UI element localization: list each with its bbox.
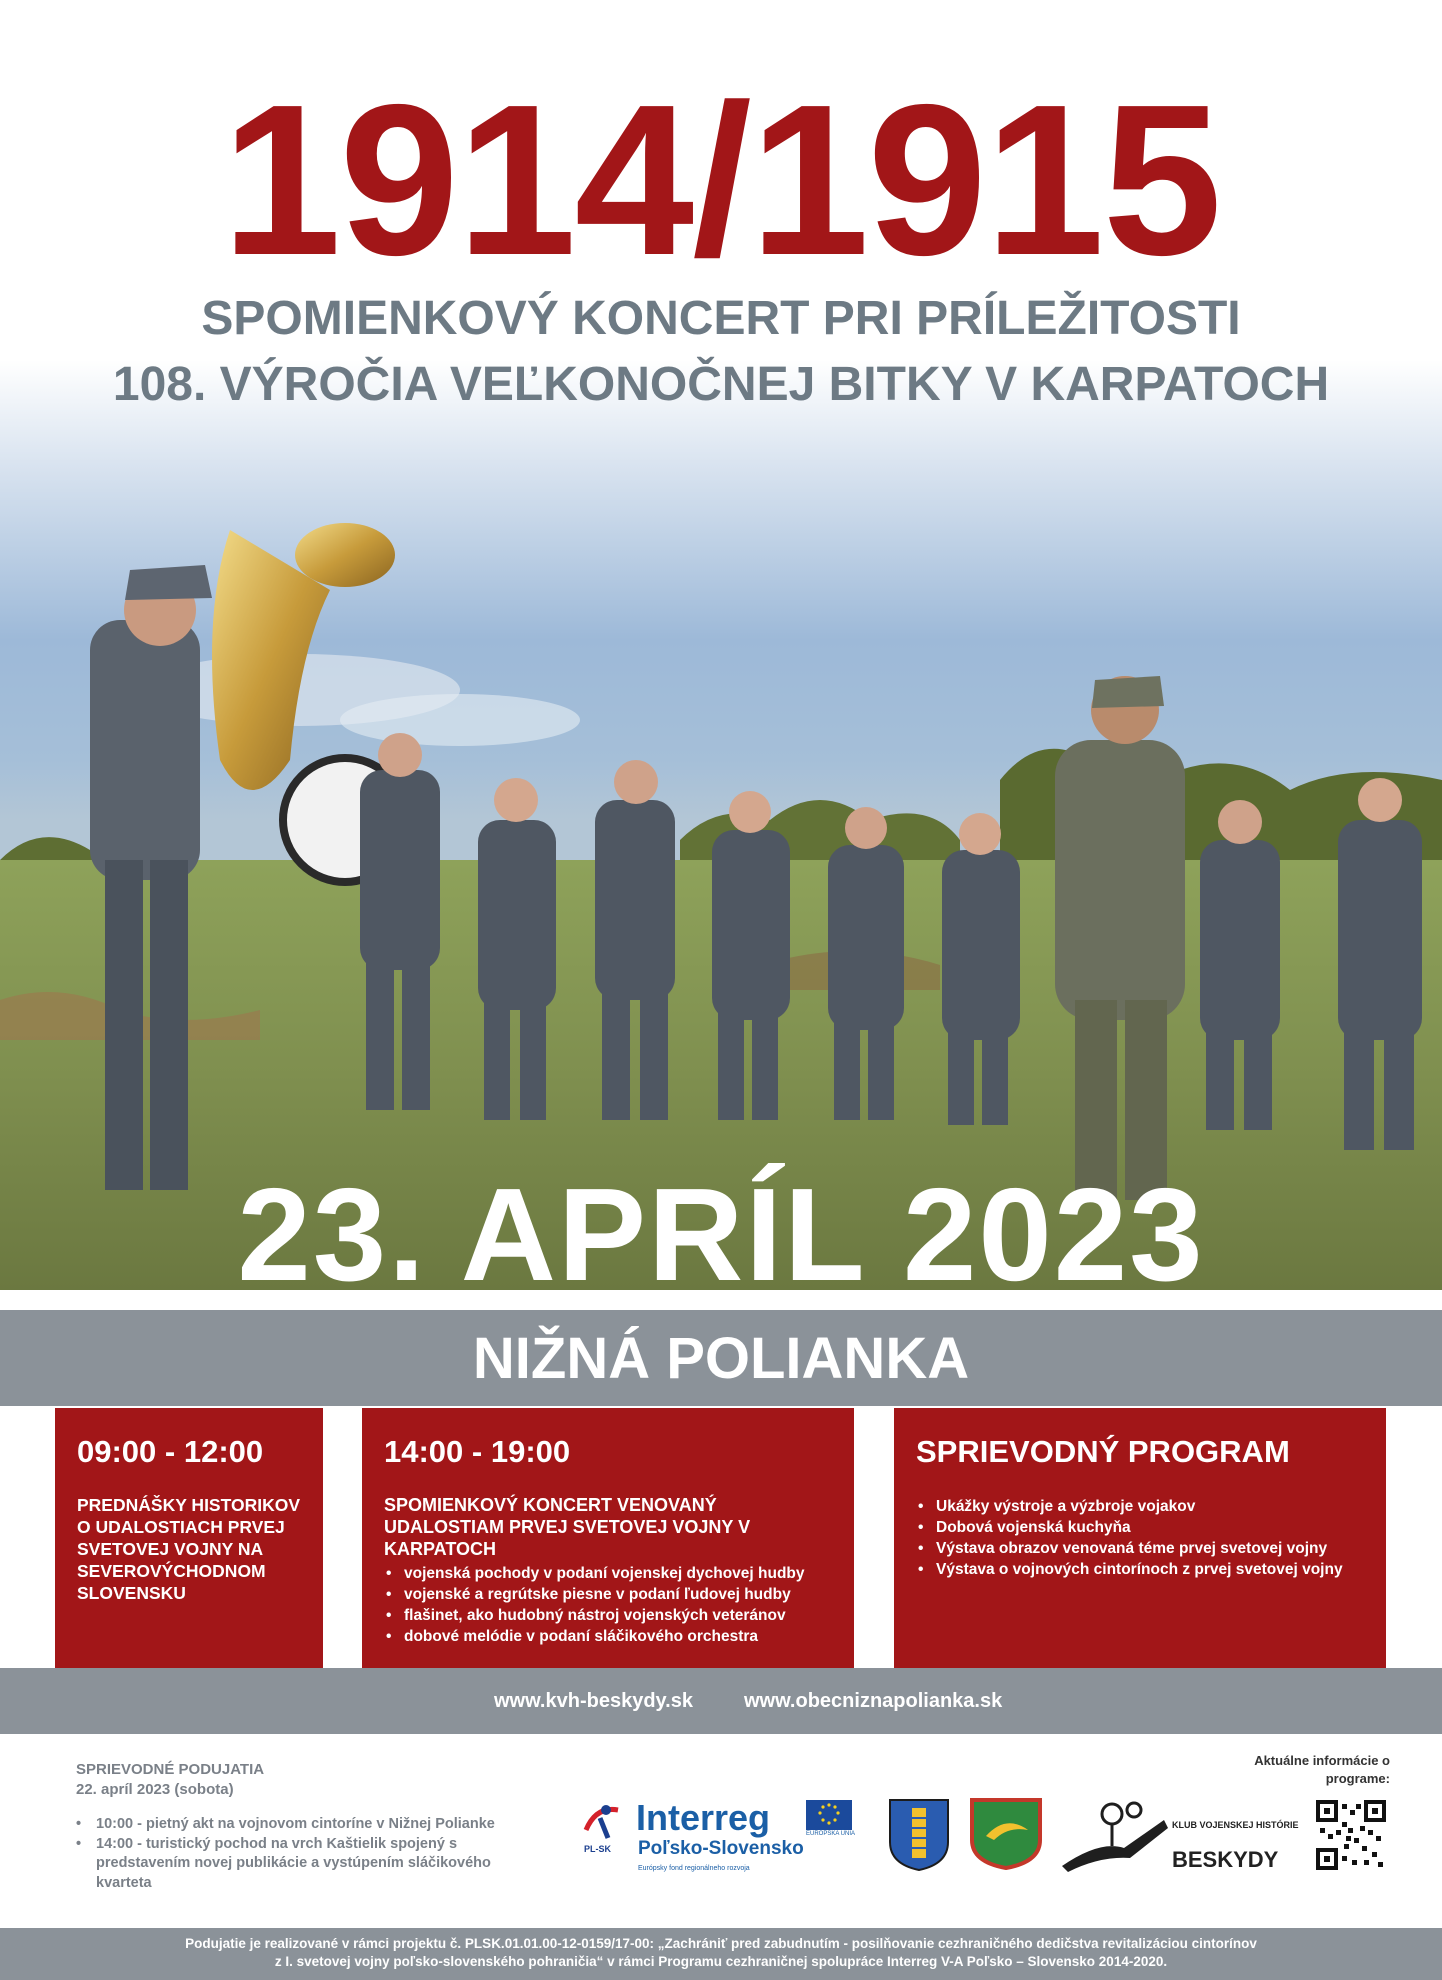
beskydy-club-logo-icon <box>1060 1800 1170 1872</box>
accompanying-items <box>916 1496 1366 1580</box>
program-box-morning <box>55 1408 323 1668</box>
link-obec-nizna-polianka[interactable]: www.obecniznapolianka.sk <box>744 1690 1003 1712</box>
footer-line-1: Podujatie je realizované v rámci projektu č. PLSK.01.01.00-12-0159/17-00: „Zachrániť pred zabudnutím - posilňovanie cezhraničného dedičstva revitalizáciou cintorínov <box>185 1936 1257 1951</box>
nizna-polianka-crest-icon <box>888 1798 950 1872</box>
side-events-title: SPRIEVODNÉ PODUJATIA <box>76 1761 265 1778</box>
subtitle <box>0 286 1442 418</box>
link-kvh-beskydy[interactable]: www.kvh-beskydy.sk <box>494 1690 693 1712</box>
clouds <box>140 654 580 746</box>
subtitle-line-1: SPOMIENKOVÝ KONCERT PRI PRÍLEŽITOSTI <box>201 292 1241 345</box>
side-events-date: 22. apríl 2023 (sobota) <box>76 1781 234 1798</box>
list-item: • vojenská pochody v podaní vojenskej dychovej hudby <box>384 1563 844 1584</box>
polish-municipality-crest-icon <box>968 1796 1044 1870</box>
event-venue: NIŽNÁ POLIANKA <box>472 1326 970 1391</box>
list-item: • Dobová vojenská kuchyňa <box>916 1517 1366 1538</box>
links-band <box>0 1668 1442 1734</box>
program-box-concert <box>362 1408 854 1668</box>
list-item: • dobové melódie v podaní sláčikového orchestra <box>384 1626 844 1647</box>
beskydy-label: BESKYDY <box>1172 1847 1279 1872</box>
list-item: • Výstava o vojnových cintorínoch z prvej svetovej vojny <box>916 1559 1366 1580</box>
interreg-fund: Európsky fond regionálneho rozvoja <box>638 1865 750 1872</box>
qr-code-icon[interactable] <box>1316 1800 1386 1870</box>
plsk-logo-icon <box>580 1800 624 1844</box>
list-item: • Ukážky výstroje a výzbroje vojakov <box>916 1496 1366 1517</box>
concert-items <box>384 1563 844 1647</box>
year-title: 1914/1915 <box>221 59 1221 300</box>
program-description: SPOMIENKOVÝ KONCERT VENOVANÝ UDALOSTIAM PRVEJ SVETOVEJ VOJNY V KARPATOCH <box>384 1495 751 1559</box>
program-time: 09:00 - 12:00 <box>77 1434 264 1469</box>
program-box-accompanying <box>894 1408 1386 1668</box>
list-item: • flašinet, ako hudobný nástroj vojenských veteránov <box>384 1605 844 1626</box>
eu-label: EURÓPSKA ÚNIA <box>806 1831 856 1837</box>
subtitle-line-2: 108. VÝROČIA VEĽKONOČNEJ BITKY V KARPATOCH <box>112 358 1330 411</box>
program-description: PREDNÁŠKY HISTORIKOV O UDALOSTIACH PRVEJ SVETOVEJ VOJNY NA SEVEROVÝCHODNOM SLOVENSKU <box>77 1495 301 1603</box>
program-title: SPRIEVODNÝ PROGRAM <box>916 1434 1290 1469</box>
interreg-program: Poľsko-Slovensko <box>638 1838 804 1859</box>
list-item: • 10:00 - pietný akt na vojnovom cintoríne v Nižnej Polianke <box>76 1815 496 1835</box>
list-item: • 14:00 - turistický pochod na vrch Kaštielik spojený s predstavením novej publikácie a vystúpením sláčikového kvarteta <box>76 1835 496 1894</box>
plsk-label: PL-SK <box>584 1844 611 1854</box>
klub-label: KLUB VOJENSKEJ HISTÓRIE <box>1172 1820 1299 1830</box>
footer-line-2: z I. svetovej vojny poľsko-slovenského pohraničia“ v rámci Programu cezhraničnej spolupráce Interreg V-A Poľsko – Slovensko 2014-2020. <box>274 1954 1168 1969</box>
event-date: 23. APRÍL 2023 <box>237 1161 1205 1308</box>
list-item: • Výstava obrazov venovaná téme prvej svetovej vojny <box>916 1538 1366 1559</box>
program-time: 14:00 - 19:00 <box>384 1434 571 1469</box>
interreg-logo: Interreg <box>636 1797 771 1838</box>
side-events-list <box>76 1815 496 1893</box>
footer-text <box>40 1935 1402 1971</box>
list-item: • vojenské a regrútske piesne v podaní ľudovej hudby <box>384 1584 844 1605</box>
program-info-text: Aktuálne informácie o programe: <box>1254 1753 1390 1786</box>
eu-flag-icon <box>806 1800 852 1830</box>
